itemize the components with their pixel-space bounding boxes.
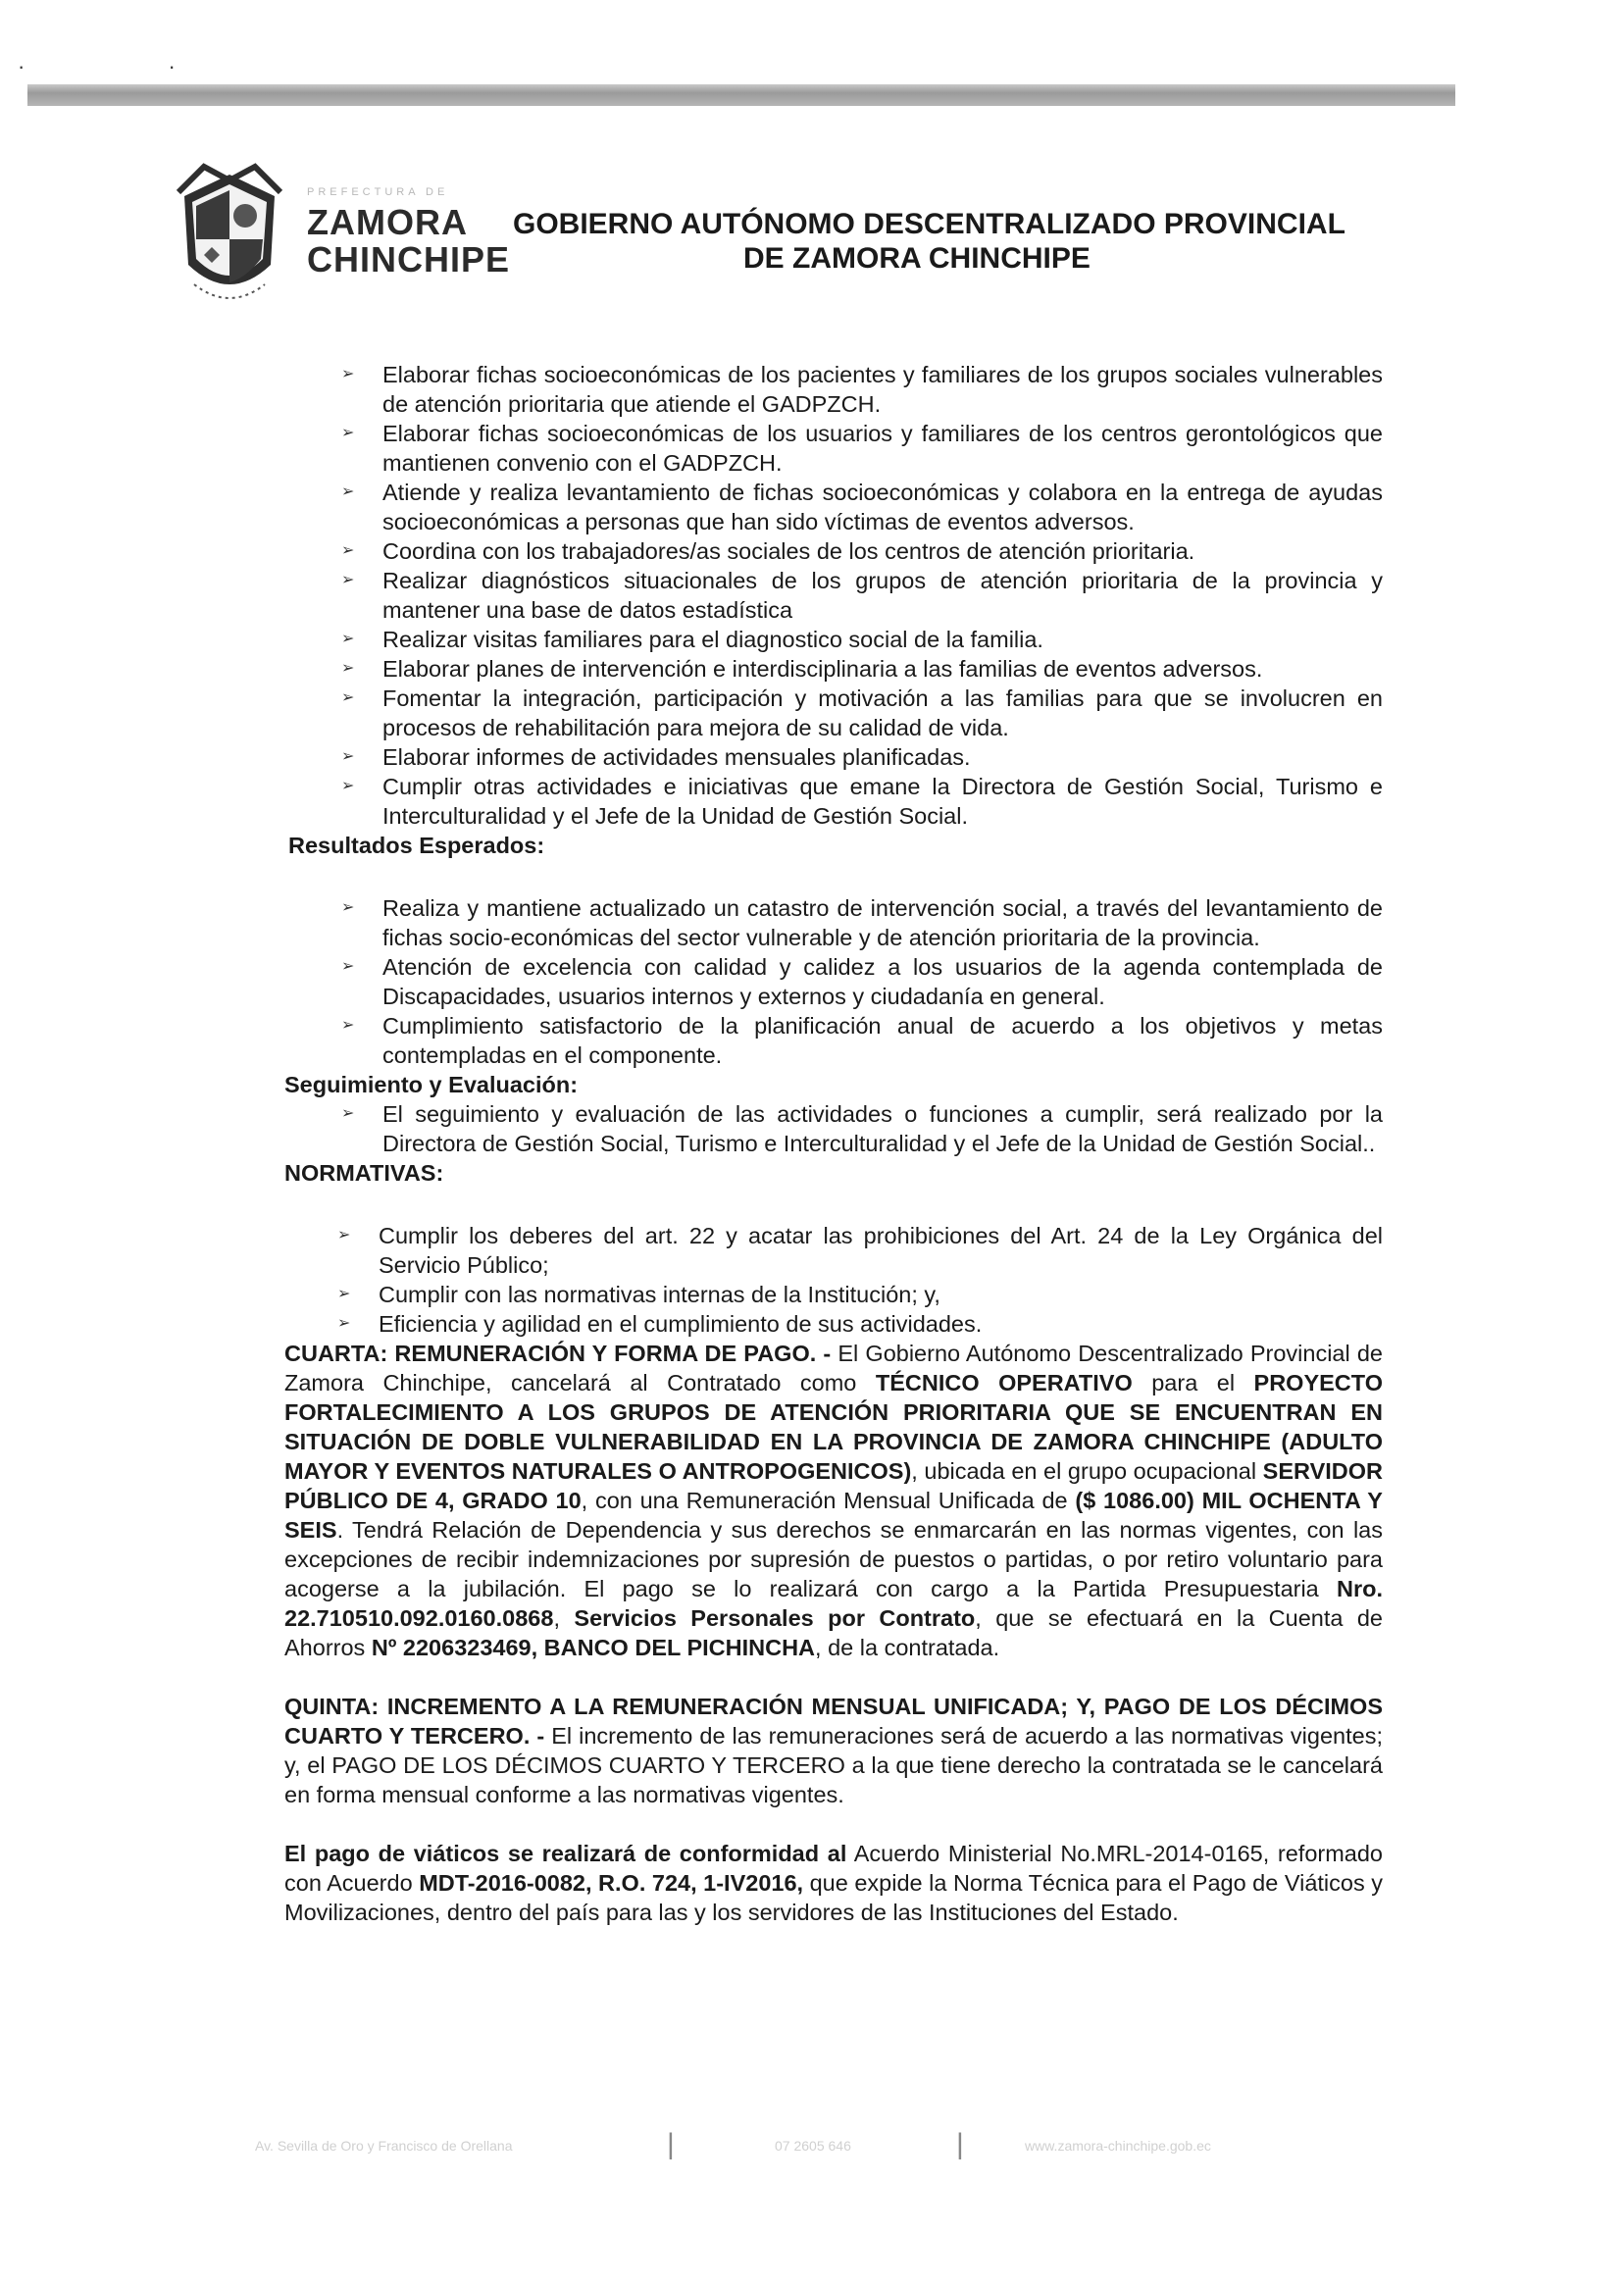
clause-text: que expide la Norma Técnica para el Pago de Viáticos y Movilizaciones, dentro del país para las y los servidores de las Instituciones del Estado.	[284, 1870, 1383, 1925]
document-body	[284, 360, 1383, 1927]
clause-title: CUARTA: REMUNERACIÓN Y FORMA DE PAGO. -	[284, 1341, 832, 1366]
list-item: ➢ Atención de excelencia con calidad y calidez a los usuarios de la agenda contemplada de Discapacidades, usuarios internos y externos y ciudadanía en general.	[382, 952, 1383, 1011]
scan-specks: · ·	[18, 54, 244, 78]
spacer	[284, 1662, 1383, 1692]
viaticos-paragraph	[284, 1839, 1383, 1927]
results-list	[284, 893, 1383, 1070]
clause-text: Acuerdo Ministerial No.MRL-2014-0165, reformado con Acuerdo	[284, 1841, 1384, 1896]
clause-text: , con una Remuneración Mensual Unificada de	[581, 1488, 1076, 1513]
list-item: ➢ El seguimiento y evaluación de las actividades o funciones a cumplir, será realizado por la Directora de Gestión Social, Turismo e Interculturalidad y el Jefe de la Unidad de Gestión Social..	[382, 1099, 1383, 1158]
position-name: TÉCNICO OPERATIVO	[875, 1370, 1133, 1395]
clause-text: El Gobierno Autónomo Descentralizado Provincial de Zamora Chinchipe, cancelará al Contratado como	[284, 1341, 1383, 1395]
clause-title: QUINTA: INCREMENTO A LA REMUNERACIÓN MENSUAL UNIFICADA; Y, PAGO DE LOS DÉCIMOS CUARTO Y TERCERO. -	[284, 1694, 1383, 1749]
footer-divider: |	[956, 2128, 964, 2160]
list-item: ➢ Fomentar la integración, participación y motivación a las familias para que se involucren en procesos de rehabilitación para mejora de su calidad de vida.	[382, 684, 1383, 742]
list-item: ➢ Cumplir los deberes del art. 22 y acatar las prohibiciones del Art. 24 de la Ley Orgánica del Servicio Público;	[379, 1221, 1383, 1280]
clause-text: ,	[553, 1605, 575, 1631]
spacer	[284, 1809, 1383, 1839]
list-item: ➢ Cumplir con las normativas internas de la Institución; y,	[379, 1280, 1383, 1309]
provincial-crest-logo	[175, 157, 284, 314]
letterhead	[175, 157, 1391, 333]
list-item: ➢ Elaborar planes de intervención e interdisciplinaria a las familias de eventos adversos.	[382, 654, 1383, 684]
evaluation-heading: Seguimiento y Evaluación:	[284, 1072, 579, 1097]
list-item: ➢ Eficiencia y agilidad en el cumplimiento de sus actividades.	[379, 1309, 1383, 1339]
occupational-group: SERVIDOR PÚBLICO DE 4, GRADO 10	[284, 1458, 1383, 1513]
list-item: ➢ Cumplimiento satisfactorio de la planificación anual de acuerdo a los objetivos y metas contempladas en el componente.	[382, 1011, 1383, 1070]
results-heading: Resultados Esperados:	[288, 833, 545, 858]
clause-text: , ubicada en el grupo ocupacional	[911, 1458, 1263, 1484]
list-item: ➢ Elaborar fichas socioeconómicas de los usuarios y familiares de los centros gerontológicos que mantienen convenio con el GADPZCH.	[382, 419, 1383, 478]
project-name: PROYECTO FORTALECIMIENTO A LOS GRUPOS DE ATENCIÓN PRIORITARIA QUE SE ENCUENTRAN EN SITUACIÓN DE DOBLE VULNERABILIDAD EN LA PROVINCIA DE ZAMORA CHINCHIPE (ADULTO MAYOR Y EVENTOS NATURALES O ANTROPOGENICOS)	[284, 1370, 1383, 1484]
list-item: ➢ Atiende y realiza levantamiento de fichas socioeconómicas y colabora en la entrega de ayudas socioeconómicas a personas que han sido víctimas de eventos adversos.	[382, 478, 1383, 536]
logo-word-chinchipe: CHINCHIPE	[307, 239, 511, 279]
clause-text: El incremento de las remuneraciones será de acuerdo a las normativas vigentes; y, el PAGO DE LOS DÉCIMOS CUARTO Y TERCERO a la que tiene derecho la contratada se le cancelará en forma mensual conforme a las normativas vigentes.	[284, 1723, 1383, 1807]
list-item: ➢ Coordina con los trabajadores/as sociales de los centros de atención prioritaria.	[382, 536, 1383, 566]
salary-amount: ($ 1086.00) MIL OCHENTA Y SEIS	[284, 1488, 1383, 1543]
logo-prefix: PREFECTURA DE	[307, 186, 449, 198]
budget-line-name: Servicios Personales por Contrato	[574, 1605, 976, 1631]
bank-account: Nº 2206323469, BANCO DEL PICHINCHA	[371, 1635, 816, 1660]
normativas-heading: NORMATIVAS:	[284, 1160, 444, 1186]
spacer	[284, 1188, 1383, 1221]
evaluation-list	[284, 1099, 1383, 1158]
footer-address: Av. Sevilla de Oro y Francisco de Orellana	[255, 2138, 513, 2154]
agreement-reference: MDT-2016-0082, R.O. 724, 1-IV2016,	[419, 1870, 804, 1896]
institution-title-line-2: DE ZAMORA CHINCHIPE	[743, 242, 1091, 275]
clause-cuarta	[284, 1339, 1383, 1662]
list-item: ➢ Realiza y mantiene actualizado un catastro de intervención social, a través del levantamiento de fichas socio-económicas del sector vulnerable y de atención prioritaria de la provincia.	[382, 893, 1383, 952]
list-item: ➢ Realizar visitas familiares para el diagnostico social de la familia.	[382, 625, 1383, 654]
functions-list	[284, 360, 1383, 831]
footer-phone: 07 2605 646	[775, 2138, 851, 2154]
list-item: ➢ Cumplir otras actividades e iniciativas que emane la Directora de Gestión Social, Turismo e Interculturalidad y el Jefe de la Unidad de Gestión Social.	[382, 772, 1383, 831]
institution-title-line-1: GOBIERNO AUTÓNOMO DESCENTRALIZADO PROVINCIAL	[513, 208, 1345, 240]
normativas-list	[284, 1221, 1383, 1339]
spacer	[284, 860, 1383, 893]
clause-text: para el	[1132, 1370, 1254, 1395]
clause-text: , de la contratada.	[815, 1635, 1000, 1660]
list-item: ➢ Elaborar informes de actividades mensuales planificadas.	[382, 742, 1383, 772]
footer-divider: |	[667, 2128, 675, 2160]
list-item: ➢ Realizar diagnósticos situacionales de los grupos de atención prioritaria de la provincia y mantener una base de datos estadística	[382, 566, 1383, 625]
logo-word-zamora: ZAMORA	[307, 202, 468, 242]
scan-artifact-bar	[27, 84, 1455, 106]
list-item: ➢ Elaborar fichas socioeconómicas de los pacientes y familiares de los grupos sociales vulnerables de atención prioritaria que atiende el GADPZCH.	[382, 360, 1383, 419]
viaticos-lead: El pago de viáticos se realizará de conformidad al	[284, 1841, 847, 1866]
clause-text: . Tendrá Relación de Dependencia y sus derechos se enmarcarán en las normas vigentes, con las excepciones de recibir indemnizaciones por supresión de puestos o partidas, o por retiro voluntario para acogerse a la jubilación. El pago se lo realizará con cargo a la Partida Presupuestaria	[284, 1517, 1383, 1601]
clause-text: , que se efectuará en la Cuenta de Ahorros	[284, 1605, 1383, 1660]
footer-website: www.zamora-chinchipe.gob.ec	[1025, 2138, 1211, 2154]
clause-quinta	[284, 1692, 1383, 1809]
budget-line: Nro. 22.710510.092.0160.0868	[284, 1576, 1383, 1631]
